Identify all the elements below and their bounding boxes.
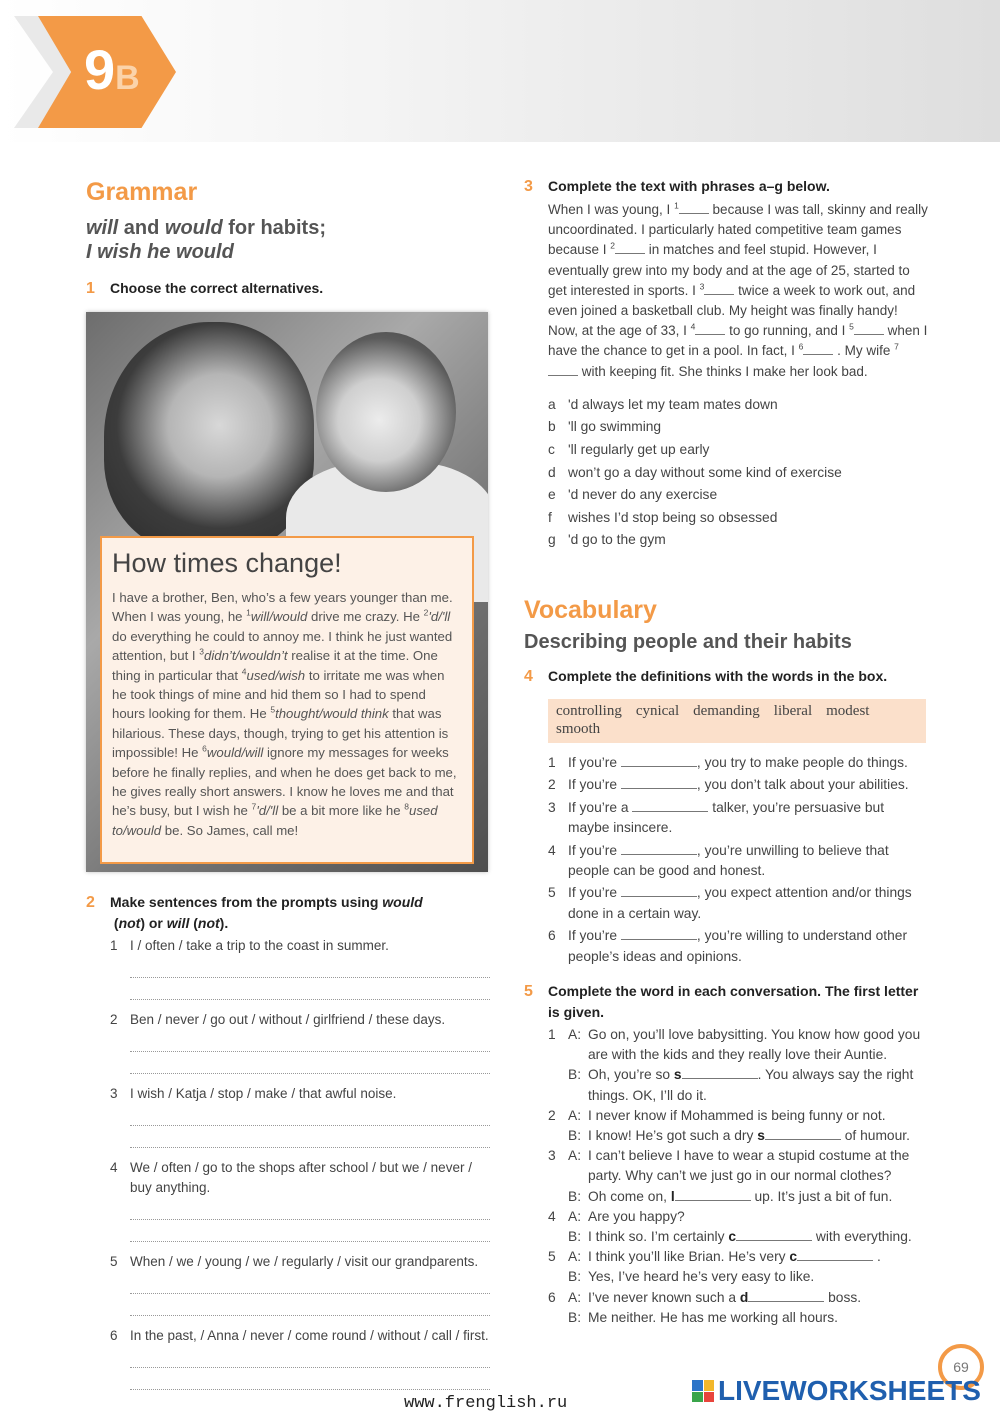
ex3-option: e 'd never do any exercise (548, 487, 718, 503)
ex4-definition: 6 If you’re , you’re willing to understand other people’s ideas and opinions. (548, 928, 908, 964)
ex5-gap[interactable] (748, 1290, 824, 1302)
ex3-option: c 'll regularly get up early (548, 442, 710, 458)
story-text: I have a brother, Ben, who’s a few years younger than me. When I was young, he $^1$will/would drive me crazy. He $^2$'d/'ll do everything he could to annoy me. I think he just wanted attention, but I $^3$didn’t/wouldn’t realise it at the time. One thing in particular that $^4$used/wish to irritate me was when he took things of mine and hid them so I had to spend hours looking for them. He $^5$thought/would think that was hilarious. These days, though, trying to get his attention is impossible! He $^6$would/will ignore my messages for weeks before he finally replies, and when he does get back to me, he gives really short answers. I know he loves me and that he’s busy, but I wish he $^7$'d/'ll be a bit more like he $^8$used to/would be. So James, call me! (112, 590, 457, 838)
ex2-section (86, 892, 490, 1390)
ex4-gap[interactable] (621, 755, 697, 767)
answer-line[interactable] (130, 1104, 490, 1126)
ex3-option: d won’t go a day without some kind of exercise (548, 464, 842, 480)
ex3-gap-4[interactable] (695, 323, 725, 335)
answer-line[interactable] (130, 978, 490, 1000)
ex4-gap[interactable] (621, 928, 697, 940)
liveworksheets-logo[interactable] (692, 1376, 981, 1406)
ex2-prompt: 1 I / often / take a trip to the coast in summer. (110, 938, 389, 953)
ex3-option: f wishes I’d stop being so obsessed (548, 509, 778, 525)
answer-line[interactable] (130, 1294, 490, 1316)
ex2-instruction: 2 Make sentences from the prompts using would (not) or will (not). (86, 894, 423, 931)
grammar-subtitle: will and would for habits; I wish he would (86, 217, 327, 263)
ex2-prompt: 5 When / we / young / we / regularly / visit our grandparents. (110, 1254, 479, 1269)
photo-boy (316, 332, 456, 492)
ex5-conversations (524, 1025, 928, 1328)
word-box-word: demanding (693, 702, 760, 719)
ex3-gap-5[interactable] (854, 323, 884, 335)
answer-line[interactable] (130, 1220, 490, 1242)
unit-letter: B (115, 59, 140, 97)
gap-2-choice[interactable]: 'd/'ll (428, 609, 451, 625)
ex5-conversation: 4 A: Are you happy? B: I think so. I’m certainly c with everything. (548, 1208, 912, 1245)
vocabulary-title: Vocabulary (524, 595, 657, 624)
footer-url[interactable]: www.frenglish.ru (404, 1394, 568, 1413)
ex3-options (524, 394, 928, 552)
ex4-definition: 4 If you’re , you’re unwilling to believe that people can be good and honest. (548, 842, 889, 879)
ex4-gap[interactable] (621, 885, 697, 897)
ex4-definition: 5 If you’re , you expect attention and/or things done in a certain way. (548, 885, 912, 921)
ex5-conversation: 5 A: I think you’ll like Brian. He’s very c . B: Yes, I’ve heard he’s very easy to like. (548, 1249, 881, 1285)
word-box-word: modest (826, 702, 870, 719)
ex3-gap-7[interactable] (548, 364, 578, 376)
ex4-gap[interactable] (621, 843, 697, 855)
ex5-conversation: 1 A: Go on, you’ll love babysitting. You know how good you are with the kids and they really love their Auntie. B: Oh, you’re so s . You always say the right things. OK, I’ll do it. (548, 1027, 921, 1103)
ex5-gap[interactable] (682, 1067, 758, 1079)
gap-3-choice[interactable]: didn’t/wouldn’t (203, 648, 288, 664)
ex4-definitions (524, 753, 928, 967)
gap-7-choice[interactable]: 'd/'ll (256, 803, 279, 819)
ex4-gap[interactable] (632, 800, 708, 812)
answer-line[interactable] (130, 1198, 490, 1220)
answer-line[interactable] (130, 1368, 490, 1390)
ex2-item (86, 1010, 490, 1074)
ex3-option: g 'd go to the gym (548, 532, 666, 548)
ex2-item (86, 1326, 490, 1390)
gap-5-choice[interactable]: thought/would think (275, 706, 389, 722)
page-number: 69 (938, 1344, 984, 1390)
answer-line[interactable] (130, 1272, 490, 1294)
gap-1-choice[interactable]: will/would (250, 609, 308, 625)
ex5-conversation: 2 A: I never know if Mohammed is being funny or not. B: I know! He’s got such a dry s of humour. (548, 1107, 910, 1144)
ex3-text: When I was young, I $^1$ because I was tall, skinny and really uncoordinated. I particularly hated competitive team games because I $^2$ in matches and feel stupid. However, I eventually grew into my body and at the age of 25, started to get interested in sports. I $^3$ twice a week to work out, and even joined a basketball club. My height was finally handy! Now, at the age of 33, I $^4$ to go running, and I $^5$ when I have the chance to get in a pool. In fact, I $^6$ . My wife $^7$ with keeping fit. She thinks I make her look bad. (548, 200, 928, 379)
ex3-option: b 'll go swimming (548, 419, 662, 435)
ex5-gap[interactable] (765, 1128, 841, 1140)
ex2-prompt: 2 Ben / never / go out / without / girlfriend / these days. (110, 1012, 446, 1027)
gap-4-choice[interactable]: used/wish (246, 667, 306, 683)
ex2-item (86, 1158, 490, 1242)
grammar-title: Grammar (86, 178, 198, 206)
ex5-conversation: 3 A: I can’t believe I have to wear a stupid costume at the party. Why can’t we just go in our normal clothes? B: Oh come on, l up. It’s just a bit of fun. (548, 1148, 910, 1204)
ex4-instruction: 4 Complete the definitions with the words in the box. (524, 667, 888, 685)
ex2-prompt: 3 I wish / Katja / stop / make / that awful noise. (110, 1086, 397, 1101)
ex3-gap-6[interactable] (803, 343, 833, 355)
ex4-definition: 2 If you’re , you don’t talk about your abilities. (548, 777, 909, 793)
ex1-instruction: 1 Choose the correct alternatives. (86, 280, 324, 297)
ex2-prompt: 6 In the past, / Anna / never / come round / without / call / first. (110, 1328, 489, 1343)
ex2-item (86, 936, 490, 1000)
ex5-gap[interactable] (736, 1229, 812, 1241)
ex4-gap[interactable] (621, 777, 697, 789)
gap-8-choice[interactable]: used to/would (112, 803, 438, 838)
word-box-word: liberal (773, 702, 813, 719)
word-box (548, 699, 926, 743)
ex3-option: a 'd always let my team mates down (548, 396, 778, 412)
vocabulary-subtitle: Describing people and their habits (524, 630, 852, 653)
ex3-instruction: 3 Complete the text with phrases a–g below. (524, 178, 830, 195)
left-column (86, 176, 490, 299)
word-box-word: smooth (556, 720, 601, 737)
ex4-definition: 1 If you’re , you try to make people do things. (548, 754, 908, 770)
liveworksheets-wordmark: LIVEWORKSHEETS (718, 1375, 981, 1406)
ex2-item (86, 1252, 490, 1316)
photo-girl (104, 322, 314, 552)
story-title: How times change! (112, 548, 342, 578)
ex5-instruction: 5 Complete the word in each conversation. The first letter is given. (524, 983, 919, 1021)
answer-line[interactable] (130, 1052, 490, 1074)
ex5-gap[interactable] (797, 1249, 873, 1261)
ex2-prompt: 4 We / often / go to the shops after school / but we / never / buy anything. (110, 1160, 472, 1195)
ex3-gap-2[interactable] (615, 242, 645, 254)
ex5-conversation: 6 A: I’ve never known such a d boss. B: Me neither. He has me working all hours. (548, 1289, 862, 1325)
right-column (524, 176, 928, 1328)
gap-6-choice[interactable]: would/will (206, 745, 264, 761)
story-box (100, 536, 474, 864)
unit-number: 9B (84, 38, 140, 101)
answer-line[interactable] (130, 1346, 490, 1368)
ex3-gap-1[interactable] (679, 202, 709, 214)
answer-line[interactable] (130, 1126, 490, 1148)
word-box-word: cynical (635, 702, 680, 719)
word-box-word: controlling (556, 702, 622, 719)
ex3-gap-3[interactable] (704, 283, 734, 295)
answer-line[interactable] (130, 956, 490, 978)
answer-line[interactable] (130, 1030, 490, 1052)
ex5-gap[interactable] (675, 1189, 751, 1201)
ex2-item (86, 1084, 490, 1148)
ex4-definition: 3 If you’re a talker, you’re persuasive but maybe insincere. (548, 799, 885, 836)
liveworksheets-icon (692, 1380, 714, 1402)
